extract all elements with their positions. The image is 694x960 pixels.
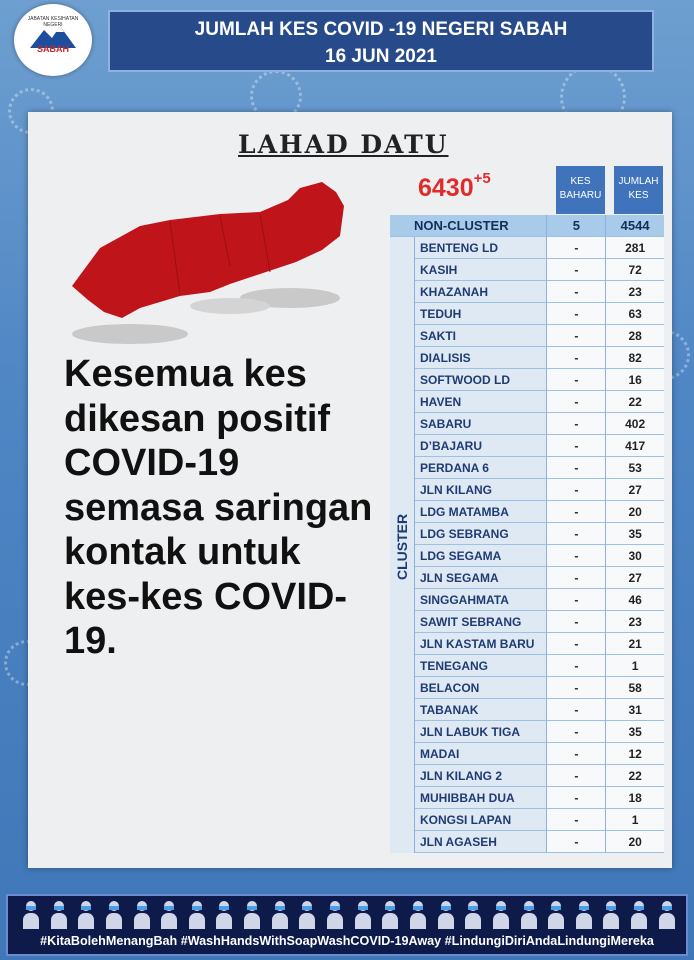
row-total: 30 <box>606 545 664 567</box>
table-row <box>390 765 664 787</box>
row-name: JLN AGASEH <box>390 831 547 853</box>
footer-banner <box>6 894 688 956</box>
table-row <box>390 677 664 699</box>
table-row <box>390 589 664 611</box>
table-row <box>390 325 664 347</box>
row-name: D’BAJARU <box>390 435 547 457</box>
table-row <box>390 655 664 677</box>
table-row <box>390 787 664 809</box>
row-total: 21 <box>606 633 664 655</box>
table-row <box>390 347 664 369</box>
row-name: SOFTWOOD LD <box>390 369 547 391</box>
row-new: - <box>547 435 606 457</box>
row-new: - <box>547 787 606 809</box>
row-name: LDG SEBRANG <box>390 523 547 545</box>
table-row <box>390 523 664 545</box>
person-icon <box>575 898 593 930</box>
row-new: - <box>547 765 606 787</box>
row-name: HAVEN <box>390 391 547 413</box>
row-new: - <box>547 479 606 501</box>
row-name: DIALISIS <box>390 347 547 369</box>
row-total: 402 <box>606 413 664 435</box>
total-new: +5 <box>473 170 491 187</box>
row-new: - <box>547 633 606 655</box>
row-name: SINGGAHMATA <box>390 589 547 611</box>
row-total: 22 <box>606 391 664 413</box>
row-new: - <box>547 457 606 479</box>
person-icon <box>22 898 40 930</box>
col-header-new: KES BAHARU <box>556 166 605 214</box>
table-row <box>390 809 664 831</box>
row-name: KHAZANAH <box>390 281 547 303</box>
row-total: 12 <box>606 743 664 765</box>
row-total: 22 <box>606 765 664 787</box>
title-date: 16 JUN 2021 <box>325 46 437 67</box>
row-new: - <box>547 699 606 721</box>
sabah-health-logo <box>14 4 92 76</box>
table-row <box>390 369 664 391</box>
person-icon <box>602 898 620 930</box>
row-name: BENTENG LD <box>390 237 547 259</box>
row-new: - <box>547 743 606 765</box>
cluster-label <box>390 513 414 580</box>
row-total: 63 <box>606 303 664 325</box>
person-icon <box>547 898 565 930</box>
row-total: 23 <box>606 281 664 303</box>
person-icon <box>354 898 372 930</box>
person-icon <box>437 898 455 930</box>
table-row <box>390 501 664 523</box>
table-row <box>390 281 664 303</box>
logo-org-text: JABATAN KESIHATAN NEGERI <box>27 16 79 28</box>
person-icon <box>50 898 68 930</box>
row-total: 20 <box>606 831 664 853</box>
row-name: KASIH <box>390 259 547 281</box>
row-total: 31 <box>606 699 664 721</box>
table-row <box>390 611 664 633</box>
row-new: - <box>547 721 606 743</box>
row-total: 23 <box>606 611 664 633</box>
lahad-datu-map <box>60 176 380 356</box>
person-icon <box>520 898 538 930</box>
row-new: - <box>547 303 606 325</box>
row-total: 35 <box>606 721 664 743</box>
total-count: 6430 <box>418 174 474 202</box>
row-new: - <box>547 567 606 589</box>
cluster-label-text: CLUSTER <box>394 513 410 580</box>
person-icon <box>464 898 482 930</box>
row-total: 4544 <box>606 215 664 237</box>
table-row <box>390 237 664 259</box>
person-icon <box>326 898 344 930</box>
row-new: - <box>547 259 606 281</box>
row-total: 58 <box>606 677 664 699</box>
row-total: 1 <box>606 809 664 831</box>
row-name: PERDANA 6 <box>390 457 547 479</box>
row-total: 35 <box>606 523 664 545</box>
row-name: TABANAK <box>390 699 547 721</box>
row-name: JLN KILANG 2 <box>390 765 547 787</box>
people-icons <box>22 898 676 932</box>
row-total: 281 <box>606 237 664 259</box>
row-name: SABARU <box>390 413 547 435</box>
row-new: 5 <box>547 215 606 237</box>
row-new: - <box>547 413 606 435</box>
row-total: 72 <box>606 259 664 281</box>
row-total: 27 <box>606 567 664 589</box>
person-icon <box>658 898 676 930</box>
row-new: - <box>547 589 606 611</box>
table-row <box>390 699 664 721</box>
cluster-group-cell <box>390 237 415 853</box>
col-header-total: JUMLAH KES <box>614 166 663 214</box>
table-row <box>390 303 664 325</box>
row-total: 27 <box>606 479 664 501</box>
row-name: BELACON <box>390 677 547 699</box>
row-name: MUHIBBAH DUA <box>390 787 547 809</box>
row-name: LDG SEGAMA <box>390 545 547 567</box>
main-panel <box>28 112 672 868</box>
row-new: - <box>547 237 606 259</box>
district-title: LAHAD DATU <box>238 130 449 159</box>
row-name: JLN KASTAM BARU <box>390 633 547 655</box>
table-row <box>390 743 664 765</box>
table-row <box>390 457 664 479</box>
table-row <box>390 721 664 743</box>
table-row-non-cluster <box>390 215 664 237</box>
row-total: 16 <box>606 369 664 391</box>
person-icon <box>298 898 316 930</box>
person-icon <box>188 898 206 930</box>
logo-name: SABAH <box>36 44 69 54</box>
table-row <box>390 567 664 589</box>
person-icon <box>630 898 648 930</box>
row-new: - <box>547 369 606 391</box>
person-icon <box>271 898 289 930</box>
row-name: KONGSI LAPAN <box>390 809 547 831</box>
total-cases <box>418 170 491 203</box>
row-name: JLN SEGAMA <box>390 567 547 589</box>
cluster-table <box>390 215 664 853</box>
row-total: 417 <box>606 435 664 457</box>
person-icon <box>105 898 123 930</box>
row-total: 53 <box>606 457 664 479</box>
row-name: JLN KILANG <box>390 479 547 501</box>
row-new: - <box>547 831 606 853</box>
page-title <box>108 10 654 72</box>
person-icon <box>133 898 151 930</box>
row-total: 82 <box>606 347 664 369</box>
person-icon <box>215 898 233 930</box>
table-row <box>390 391 664 413</box>
table-row <box>390 259 664 281</box>
row-new: - <box>547 809 606 831</box>
table-row <box>390 633 664 655</box>
row-name: SAKTI <box>390 325 547 347</box>
row-new: - <box>547 325 606 347</box>
hashtags: #KitaBolehMenangBah #WashHandsWithSoapWashCOVID-19Away #LindungiDiriAndaLindungiMereka <box>40 934 654 948</box>
row-total: 18 <box>606 787 664 809</box>
row-name: TENEGANG <box>390 655 547 677</box>
row-name: NON-CLUSTER <box>390 215 547 237</box>
row-name: JLN LABUK TIGA <box>390 721 547 743</box>
person-icon <box>409 898 427 930</box>
row-new: - <box>547 523 606 545</box>
row-new: - <box>547 611 606 633</box>
row-new: - <box>547 391 606 413</box>
row-total: 1 <box>606 655 664 677</box>
row-name: MADAI <box>390 743 547 765</box>
title-line-1: JUMLAH KES COVID -19 NEGERI SABAH <box>194 19 568 40</box>
row-name: TEDUH <box>390 303 547 325</box>
table-row <box>390 413 664 435</box>
row-new: - <box>547 501 606 523</box>
table-row <box>390 831 664 853</box>
statement-text: Kesemua kes dikesan positif COVID-19 semasa saringan kontak untuk kes-kes COVID-19. <box>64 353 373 662</box>
row-new: - <box>547 655 606 677</box>
person-icon <box>243 898 261 930</box>
row-name: LDG MATAMBA <box>390 501 547 523</box>
row-new: - <box>547 281 606 303</box>
table-row <box>390 479 664 501</box>
table-row <box>390 545 664 567</box>
row-total: 46 <box>606 589 664 611</box>
row-new: - <box>547 347 606 369</box>
table-row <box>390 435 664 457</box>
person-icon <box>160 898 178 930</box>
row-total: 28 <box>606 325 664 347</box>
row-name: SAWIT SEBRANG <box>390 611 547 633</box>
cluster-rows <box>390 237 664 853</box>
row-new: - <box>547 677 606 699</box>
person-icon <box>381 898 399 930</box>
row-new: - <box>547 545 606 567</box>
person-icon <box>77 898 95 930</box>
row-total: 20 <box>606 501 664 523</box>
person-icon <box>492 898 510 930</box>
